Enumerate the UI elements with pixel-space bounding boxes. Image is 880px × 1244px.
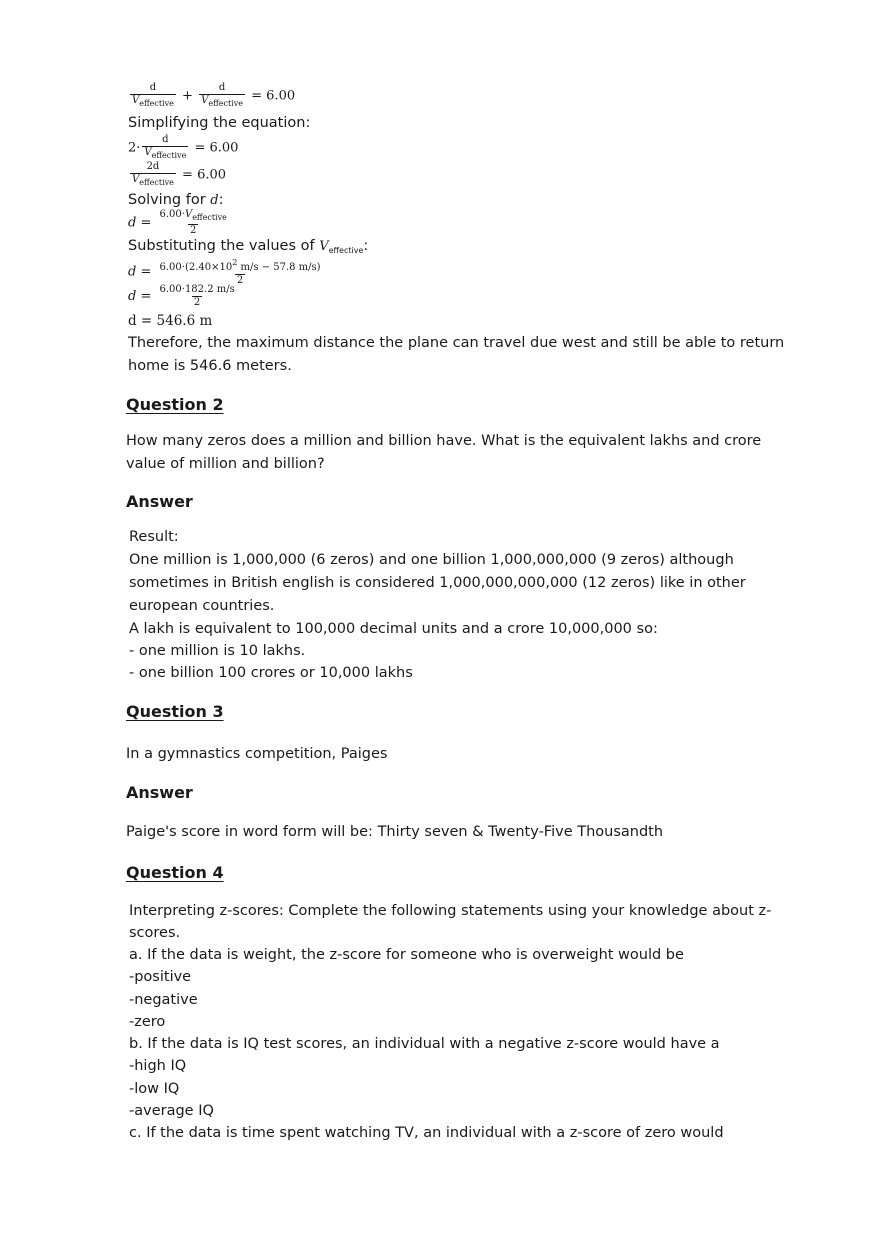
answer-3-heading: Answer xyxy=(126,783,193,802)
eq4-den: 2 xyxy=(189,225,197,236)
question-4-line-3: a. If the data is weight, the z-score for someone who is overweight would be xyxy=(129,947,684,963)
simplify-label: Simplifying the equation: xyxy=(128,115,311,131)
eq2-den-sub: effective xyxy=(151,151,187,160)
question-4-line-10: -average IQ xyxy=(129,1103,214,1119)
eq1-den-b-sub: effective xyxy=(208,99,243,108)
eq4-num-v: V xyxy=(184,209,193,220)
question-2-line-1: How many zeros does a million and billion have. What is the equivalent lakhs and crore xyxy=(126,433,762,449)
eq2-coef: 2· xyxy=(128,140,141,156)
question-2-line-2: value of million and billion? xyxy=(126,456,325,472)
answer-2-line-7: - one billion 100 crores or 10,000 lakhs xyxy=(129,665,413,681)
equation-2d xyxy=(128,161,226,189)
eq5-den: 2 xyxy=(236,275,244,286)
solve-label-var: d xyxy=(210,193,219,208)
equation-solve-d xyxy=(128,209,231,237)
eq1-num-a: d xyxy=(149,82,157,93)
subst-label-v: V xyxy=(319,239,329,254)
subst-label-colon: : xyxy=(363,238,369,254)
question-4-heading: Question 4 xyxy=(126,863,224,882)
eq5-lhs: d = xyxy=(128,264,152,280)
conclusion-line-2: home is 546.6 meters. xyxy=(128,358,292,374)
question-3-heading: Question 3 xyxy=(126,702,224,721)
eq1-rhs: = 6.00 xyxy=(251,88,296,104)
answer-2-line-3: sometimes in British english is considered 1,000,000,000,000 (12 zeros) like in other xyxy=(129,575,746,591)
answer-2-line-1: Result: xyxy=(129,529,179,545)
eq1-num-b: d xyxy=(218,82,226,93)
eq4-lhs: d = xyxy=(128,215,152,231)
eq1-den-a-sub: effective xyxy=(139,99,174,108)
subst-label-text: Substituting the values of xyxy=(128,238,320,254)
eq3-den-sub: effective xyxy=(139,178,174,187)
equation-result: d = 546.6 m xyxy=(128,313,213,329)
eq6-lhs: d = xyxy=(128,289,152,304)
eq1-den-b-v: V xyxy=(201,95,209,106)
answer-2-heading: Answer xyxy=(126,492,193,511)
eq6-den: 2 xyxy=(193,297,201,308)
eq3-den-v: V xyxy=(132,174,140,185)
question-4-line-4: -positive xyxy=(129,969,192,985)
question-4-line-1: Interpreting z-scores: Complete the following statements using your knowledge about z- xyxy=(129,903,772,919)
equation-computed xyxy=(128,284,239,309)
answer-2-line-2: One million is 1,000,000 (6 zeros) and one billion 1,000,000,000 (9 zeros) although xyxy=(129,552,734,568)
subst-label-sub: effective xyxy=(328,246,364,255)
eq4-num-prefix: 6.00· xyxy=(159,209,185,220)
equation-double xyxy=(128,134,238,162)
eq2-rhs: = 6.00 xyxy=(194,140,239,156)
answer-2-line-6: - one million is 10 lakhs. xyxy=(129,643,306,659)
eq1-plus: + xyxy=(182,88,193,104)
eq4-num-sub: effective xyxy=(192,213,227,222)
answer-2-line-5: A lakh is equivalent to 100,000 decimal units and a crore 10,000,000 so: xyxy=(129,621,658,637)
answer-2-line-4: european countries. xyxy=(129,598,275,614)
question-4-line-2: scores. xyxy=(129,925,181,941)
question-3-text: In a gymnastics competition, Paiges xyxy=(126,746,388,762)
eq5-num-a: 6.00·(2.40×10 xyxy=(159,262,233,273)
question-4-line-5: -negative xyxy=(129,992,198,1008)
equation-sum xyxy=(128,82,295,110)
answer-3-text: Paige's score in word form will be: Thirty seven & Twenty-Five Thousandth xyxy=(126,824,664,840)
question-4-line-11: c. If the data is time spent watching TV, an individual with a z-score of zero would xyxy=(129,1125,724,1141)
eq5-num-b: m/s − 57.8 m/s) xyxy=(237,262,321,273)
conclusion-line-1: Therefore, the maximum distance the plane can travel due west and still be able to return xyxy=(128,335,785,351)
eq5-num-exp: 2 xyxy=(232,258,238,267)
solve-label-text: Solving for xyxy=(128,192,211,208)
eq2-num: d xyxy=(162,134,169,145)
eq3-rhs: = 6.00 xyxy=(182,167,227,183)
eq3-num: 2d xyxy=(146,161,160,172)
question-4-line-8: -high IQ xyxy=(129,1058,187,1074)
eq6-num: 6.00·182.2 m/s xyxy=(159,284,235,295)
question-4-line-7: b. If the data is IQ test scores, an individual with a negative z-score would have a xyxy=(129,1036,720,1052)
question-2-heading: Question 2 xyxy=(126,395,224,414)
eq1-den-a-v: V xyxy=(132,95,140,106)
solve-label-colon: : xyxy=(218,192,224,208)
equation-substituted xyxy=(128,257,325,287)
question-4-line-9: -low IQ xyxy=(129,1081,180,1097)
eq2-den-v: V xyxy=(144,147,152,158)
question-4-line-6: -zero xyxy=(129,1014,166,1030)
